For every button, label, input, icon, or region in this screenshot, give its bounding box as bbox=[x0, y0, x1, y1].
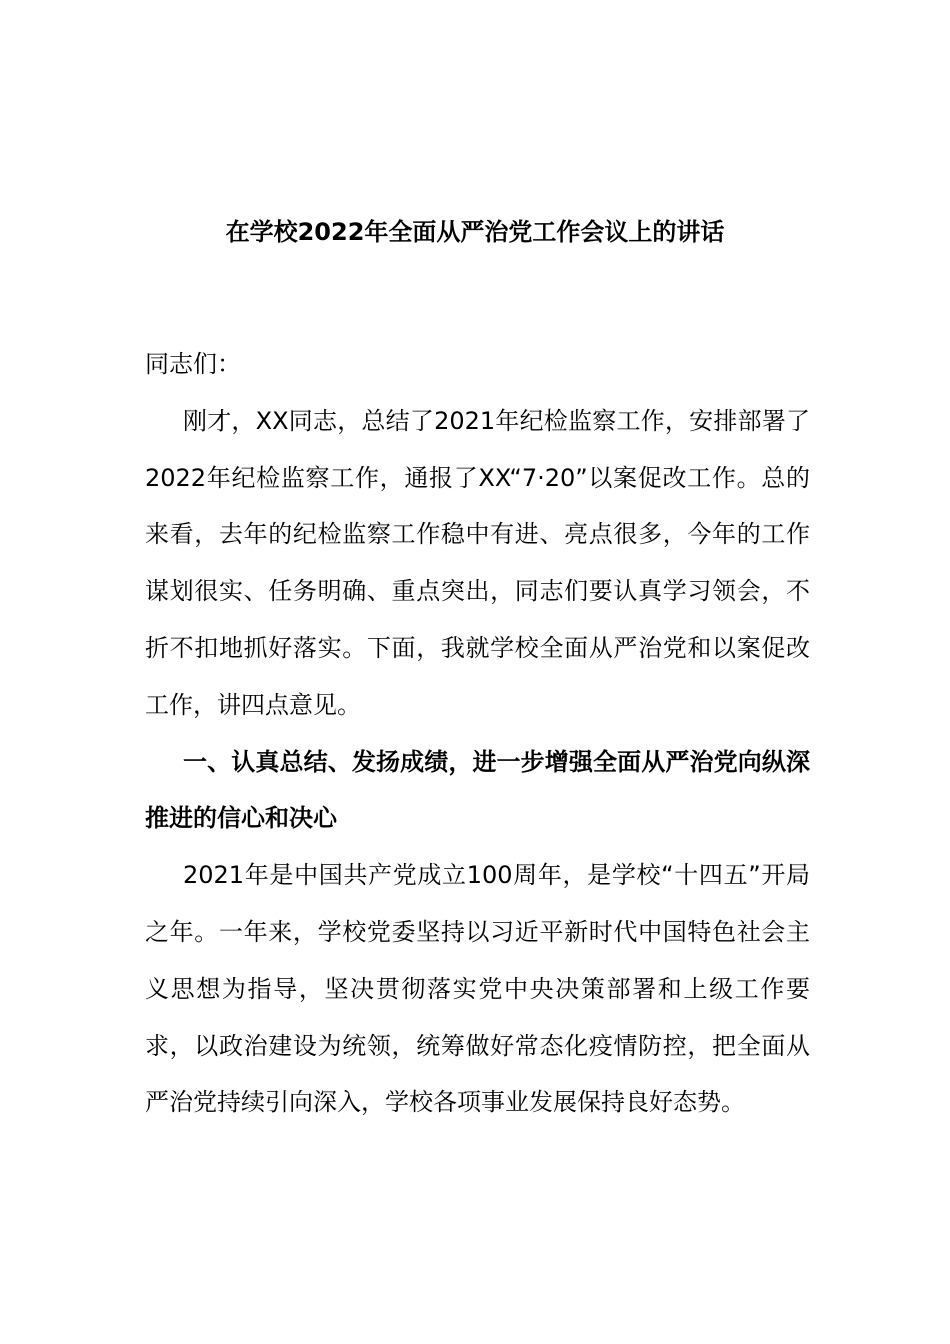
document-title: 在学校2022年全面从严治党工作会议上的讲话 bbox=[225, 218, 725, 246]
section-heading-1: 一、认真总结、发扬成绩，进一步增强全面从严治党向纵深推进的信心和决心 bbox=[145, 747, 810, 833]
paragraph-intro: 刚才，XX同志，总结了2021年纪检监察工作，安排部署了2022年纪检监察工作，通报了XX“7·20”以案促改工作。总的来看，去年的纪检监察工作稳中有进、亮点很多，今年的工作谋划很实、任务明确、重点突出，同志们要认真学习领会，不折不扣地抓好落实。下面，我就学校全面从严治党和以案促改工作，讲四点意见。 bbox=[145, 406, 810, 719]
salutation: 同志们： bbox=[145, 350, 241, 378]
paragraph-section-1: 2021年是中国共产党成立100周年，是学校“十四五”开局之年。一年来，学校党委坚持以习近平新时代中国特色社会主义思想为指导，坚决贯彻落实党中央决策部署和上级工作要求，以政治建设为统领，统筹做好常态化疫情防控，把全面从严治党持续引向深入，学校各项事业发展保持良好态势。 bbox=[145, 861, 810, 1117]
document-body bbox=[145, 336, 810, 1131]
